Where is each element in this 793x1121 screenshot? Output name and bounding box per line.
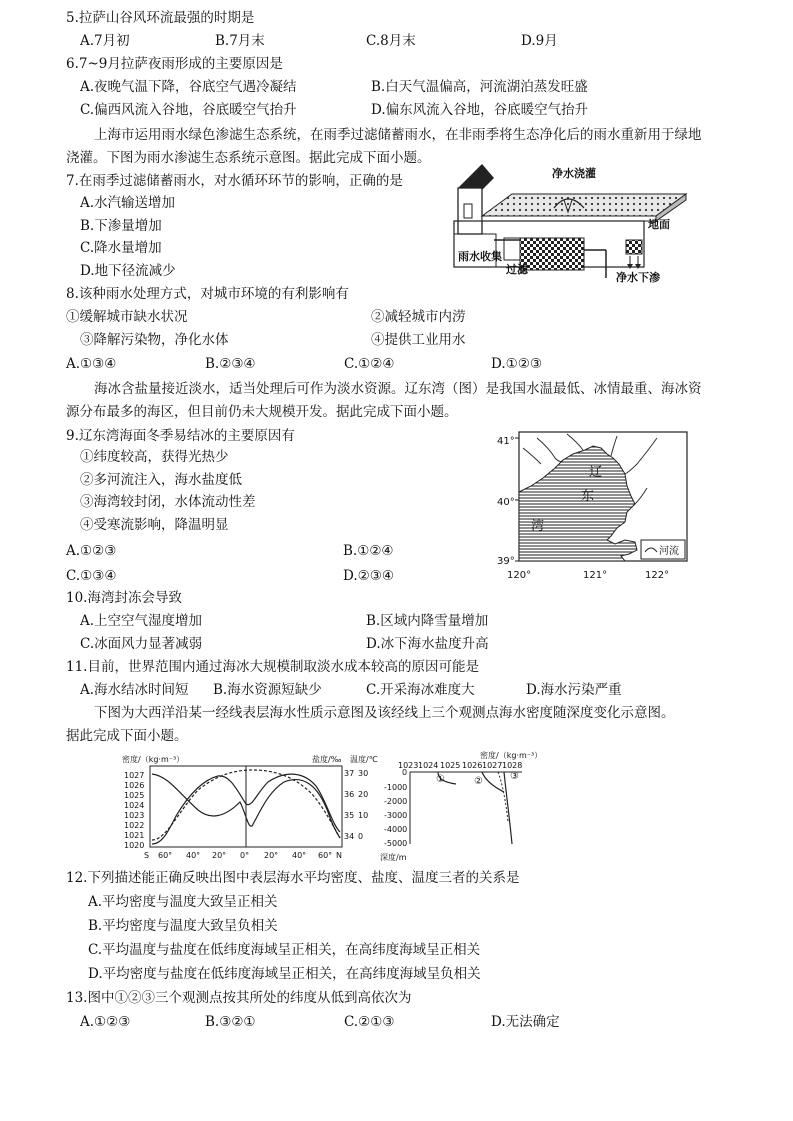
q12-option-b: B.平均密度与温度大致呈负相关 bbox=[88, 918, 278, 934]
q5-stem: 5.拉萨山谷风环流最强的时期是 bbox=[66, 10, 255, 26]
label-point-3: ③ bbox=[510, 771, 519, 782]
q12-stem: 12.下列描述能正确反映出图中表层海水平均密度、盐度、温度三者的关系是 bbox=[66, 870, 520, 886]
lat-39: 39° bbox=[497, 556, 515, 567]
x-tick-n: N bbox=[336, 851, 342, 860]
q6-option-d: D.偏东风流入谷地，谷底暖空气抬升 bbox=[371, 102, 589, 118]
q10-option-a: A.上空空气湿度增加 bbox=[80, 613, 203, 629]
q8-option-b: B.②③④ bbox=[205, 356, 256, 372]
rx-1023: 1023 bbox=[398, 761, 419, 770]
q8-option-d: D.①②③ bbox=[491, 356, 542, 372]
temp-tick-30: 30 bbox=[358, 769, 369, 778]
bay-char-1: 辽 bbox=[589, 465, 603, 480]
q9-item-4: ④受寒流影响，降温明显 bbox=[80, 517, 229, 533]
q9-option-b: B.①②④ bbox=[343, 543, 394, 559]
salinity-tick-37: 37 bbox=[344, 769, 355, 778]
label-ground: 地面 bbox=[648, 218, 670, 231]
ry-3000: -3000 bbox=[384, 811, 408, 820]
density-tick-1022: 1022 bbox=[124, 821, 145, 830]
q7-option-b: B.下渗量增加 bbox=[80, 218, 162, 234]
bay-char-3: 湾 bbox=[531, 519, 545, 534]
lon-120: 120° bbox=[507, 570, 532, 581]
rx-1028: 1028 bbox=[502, 761, 523, 770]
q11-stem: 11.目前，世界范围内通过海冰大规模制取淡水成本较高的原因可能是 bbox=[66, 659, 479, 675]
q12-option-d: D.平均密度与盐度在低纬度海域呈正相关，在高纬度海域呈负相关 bbox=[88, 966, 481, 982]
density-tick-1020: 1020 bbox=[124, 841, 145, 850]
ry-2000: -2000 bbox=[384, 797, 408, 806]
x-tick-20n: 20° bbox=[264, 851, 279, 860]
density-tick-1025: 1025 bbox=[124, 791, 145, 800]
ry-5000: -5000 bbox=[384, 839, 408, 848]
q12-option-c: C.平均温度与盐度在低纬度海域呈正相关，在高纬度海域呈正相关 bbox=[88, 942, 481, 958]
q7-option-a: A.水汽输送增加 bbox=[80, 195, 176, 211]
q9-item-3: ③海湾较封闭，水体流动性差 bbox=[80, 494, 256, 510]
density-depth-chart bbox=[376, 751, 543, 864]
passage-rainwater-line2: 浇灌。下图为雨水渗滤生态系统示意图。据此完成下面小题。 bbox=[66, 150, 431, 166]
passage-sea-ice-line1: 海冰含盐量接近淡水，适当处理后可作为淡水资源。辽东湾（图）是我国水温最低、冰情最重、海冰资 bbox=[94, 381, 702, 397]
label-rain-collect: 雨水收集 bbox=[458, 250, 502, 263]
q13-option-a: A.①②③ bbox=[80, 1014, 131, 1030]
left-density-label: 密度/（kg·m⁻³） bbox=[122, 755, 185, 764]
x-tick-60s: 60° bbox=[158, 851, 173, 860]
curve-point-3 bbox=[504, 772, 512, 844]
bay-char-2: 东 bbox=[581, 489, 595, 504]
ry-4000: -4000 bbox=[384, 825, 408, 834]
x-tick-60n: 60° bbox=[318, 851, 333, 860]
label-point-2: ② bbox=[474, 776, 483, 787]
rx-1025: 1025 bbox=[440, 761, 461, 770]
rx-1027: 1027 bbox=[482, 761, 503, 770]
q11-option-c: C.开采海冰难度大 bbox=[366, 682, 475, 698]
density-tick-1024: 1024 bbox=[124, 801, 145, 810]
q13-option-c: C.②①③ bbox=[344, 1014, 395, 1030]
q8-option-c: C.①②④ bbox=[344, 356, 395, 372]
lat-41: 41° bbox=[497, 436, 515, 447]
label-irrigation: 净水浇灌 bbox=[552, 167, 596, 180]
rx-1024: 1024 bbox=[418, 761, 439, 770]
q13-stem: 13.图中①②③三个观测点按其所处的纬度从低到高依次为 bbox=[66, 990, 412, 1006]
q9-stem: 9.辽东湾海面冬季易结冰的主要原因有 bbox=[66, 428, 295, 444]
salinity-tick-35: 35 bbox=[344, 811, 355, 820]
q6-stem: 6.7~9月拉萨夜雨形成的主要原因是 bbox=[66, 56, 283, 72]
q9-option-c: C.①③④ bbox=[66, 568, 117, 584]
legend-river: 河流 bbox=[659, 546, 679, 557]
q9-option-a: A.①②③ bbox=[66, 543, 117, 559]
left-temp-label: 温度/℃ bbox=[350, 755, 378, 764]
ry-1000: -1000 bbox=[384, 783, 408, 792]
q11-option-d: D.海水污染严重 bbox=[526, 682, 622, 698]
lon-121: 121° bbox=[583, 570, 608, 581]
q10-stem: 10.海湾封冻会导致 bbox=[66, 590, 182, 606]
q8-item-4: ④提供工业用水 bbox=[371, 332, 466, 348]
lon-122: 122° bbox=[645, 570, 670, 581]
q10-option-c: C.冰面风力显著减弱 bbox=[80, 636, 203, 652]
right-density-label: 密度/（kg·m⁻³） bbox=[480, 751, 543, 760]
q10-option-d: D.冰下海水盐度升高 bbox=[366, 636, 489, 652]
q9-item-1: ①纬度较高，获得光热少 bbox=[80, 449, 229, 465]
density-tick-1026: 1026 bbox=[124, 781, 145, 790]
x-tick-s: S bbox=[144, 851, 150, 860]
q8-stem: 8.该种雨水处理方式，对城市环境的有利影响有 bbox=[66, 286, 349, 302]
label-clean-seep: 净水下渗 bbox=[616, 271, 660, 284]
label-filter: 过滤 bbox=[506, 263, 528, 276]
passage-atlantic-line2: 据此完成下面小题。 bbox=[66, 728, 188, 744]
q11-option-b: B.海水资源短缺少 bbox=[213, 682, 322, 698]
q5-option-c: C.8月末 bbox=[366, 33, 416, 49]
q6-option-b: B.白天气温偏高，河流湖泊蒸发旺盛 bbox=[371, 79, 588, 95]
q7-option-d: D.地下径流减少 bbox=[80, 263, 176, 279]
salinity-tick-34: 34 bbox=[344, 832, 355, 841]
x-tick-40s: 40° bbox=[186, 851, 201, 860]
left-salinity-label: 盐度/‰ bbox=[312, 755, 342, 764]
q13-option-b: B.③②① bbox=[205, 1014, 256, 1030]
passage-atlantic-line1: 下图为大西洋沿某一经线表层海水性质示意图及该经线上三个观测点海水密度随深度变化示意图。 bbox=[94, 705, 675, 721]
q6-option-c: C.偏西风流入谷地，谷底暖空气抬升 bbox=[80, 102, 297, 118]
temp-tick-0: 0 bbox=[358, 832, 364, 841]
q13-option-d: D.无法确定 bbox=[491, 1014, 560, 1030]
passage-sea-ice-line2: 源分布最多的海区，但目前仍未大规模开发。据此完成下面小题。 bbox=[66, 404, 458, 420]
depth-label: 深度/m bbox=[380, 853, 407, 862]
q8-option-a: A.①③④ bbox=[66, 356, 117, 372]
q5-option-a: A.7月初 bbox=[80, 33, 130, 49]
temp-tick-10: 10 bbox=[358, 811, 369, 820]
q10-option-b: B.区域内降雪量增加 bbox=[366, 613, 489, 629]
salinity-tick-36: 36 bbox=[344, 790, 355, 799]
q12-option-a: A.平均密度与温度大致呈正相关 bbox=[88, 894, 278, 910]
density-tick-1023: 1023 bbox=[124, 811, 145, 820]
q6-option-a: A.夜晚气温下降，谷底空气遇冷凝结 bbox=[80, 79, 297, 95]
density-tick-1027: 1027 bbox=[124, 771, 145, 780]
q7-stem: 7.在雨季过滤储蓄雨水，对水循环环节的影响，正确的是 bbox=[66, 173, 403, 189]
density-tick-1021: 1021 bbox=[124, 831, 145, 840]
q9-option-d: D.②③④ bbox=[343, 568, 394, 584]
lat-40: 40° bbox=[497, 497, 515, 508]
q8-item-2: ②减轻城市内涝 bbox=[371, 309, 466, 325]
q5-option-b: B.7月末 bbox=[215, 33, 265, 49]
temp-tick-20: 20 bbox=[358, 790, 369, 799]
x-tick-0: 0° bbox=[240, 851, 250, 860]
surface-properties-chart bbox=[118, 752, 378, 864]
q5-option-d: D.9月 bbox=[521, 33, 558, 49]
curve-point-2 bbox=[482, 772, 504, 792]
label-point-1: ① bbox=[436, 774, 445, 785]
liaodong-bay-map bbox=[497, 428, 697, 584]
passage-rainwater-line1: 上海市运用雨水绿色渗滤生态系统，在雨季过滤储蓄雨水，在非雨季将生态净化后的雨水重新用于绿地 bbox=[94, 127, 702, 143]
rainwater-filter-diagram bbox=[446, 160, 692, 282]
q11-option-a: A.海水结冰时间短 bbox=[80, 682, 189, 698]
q7-option-c: C.降水量增加 bbox=[80, 240, 162, 256]
x-tick-40n: 40° bbox=[292, 851, 307, 860]
x-tick-20s: 20° bbox=[212, 851, 227, 860]
ry-0: 0 bbox=[402, 768, 408, 777]
q8-item-3: ③降解污染物，净化水体 bbox=[80, 332, 229, 348]
q9-item-2: ②多河流注入，海水盐度低 bbox=[80, 472, 242, 488]
q8-item-1: ①缓解城市缺水状况 bbox=[66, 309, 188, 325]
rx-1026: 1026 bbox=[462, 761, 483, 770]
